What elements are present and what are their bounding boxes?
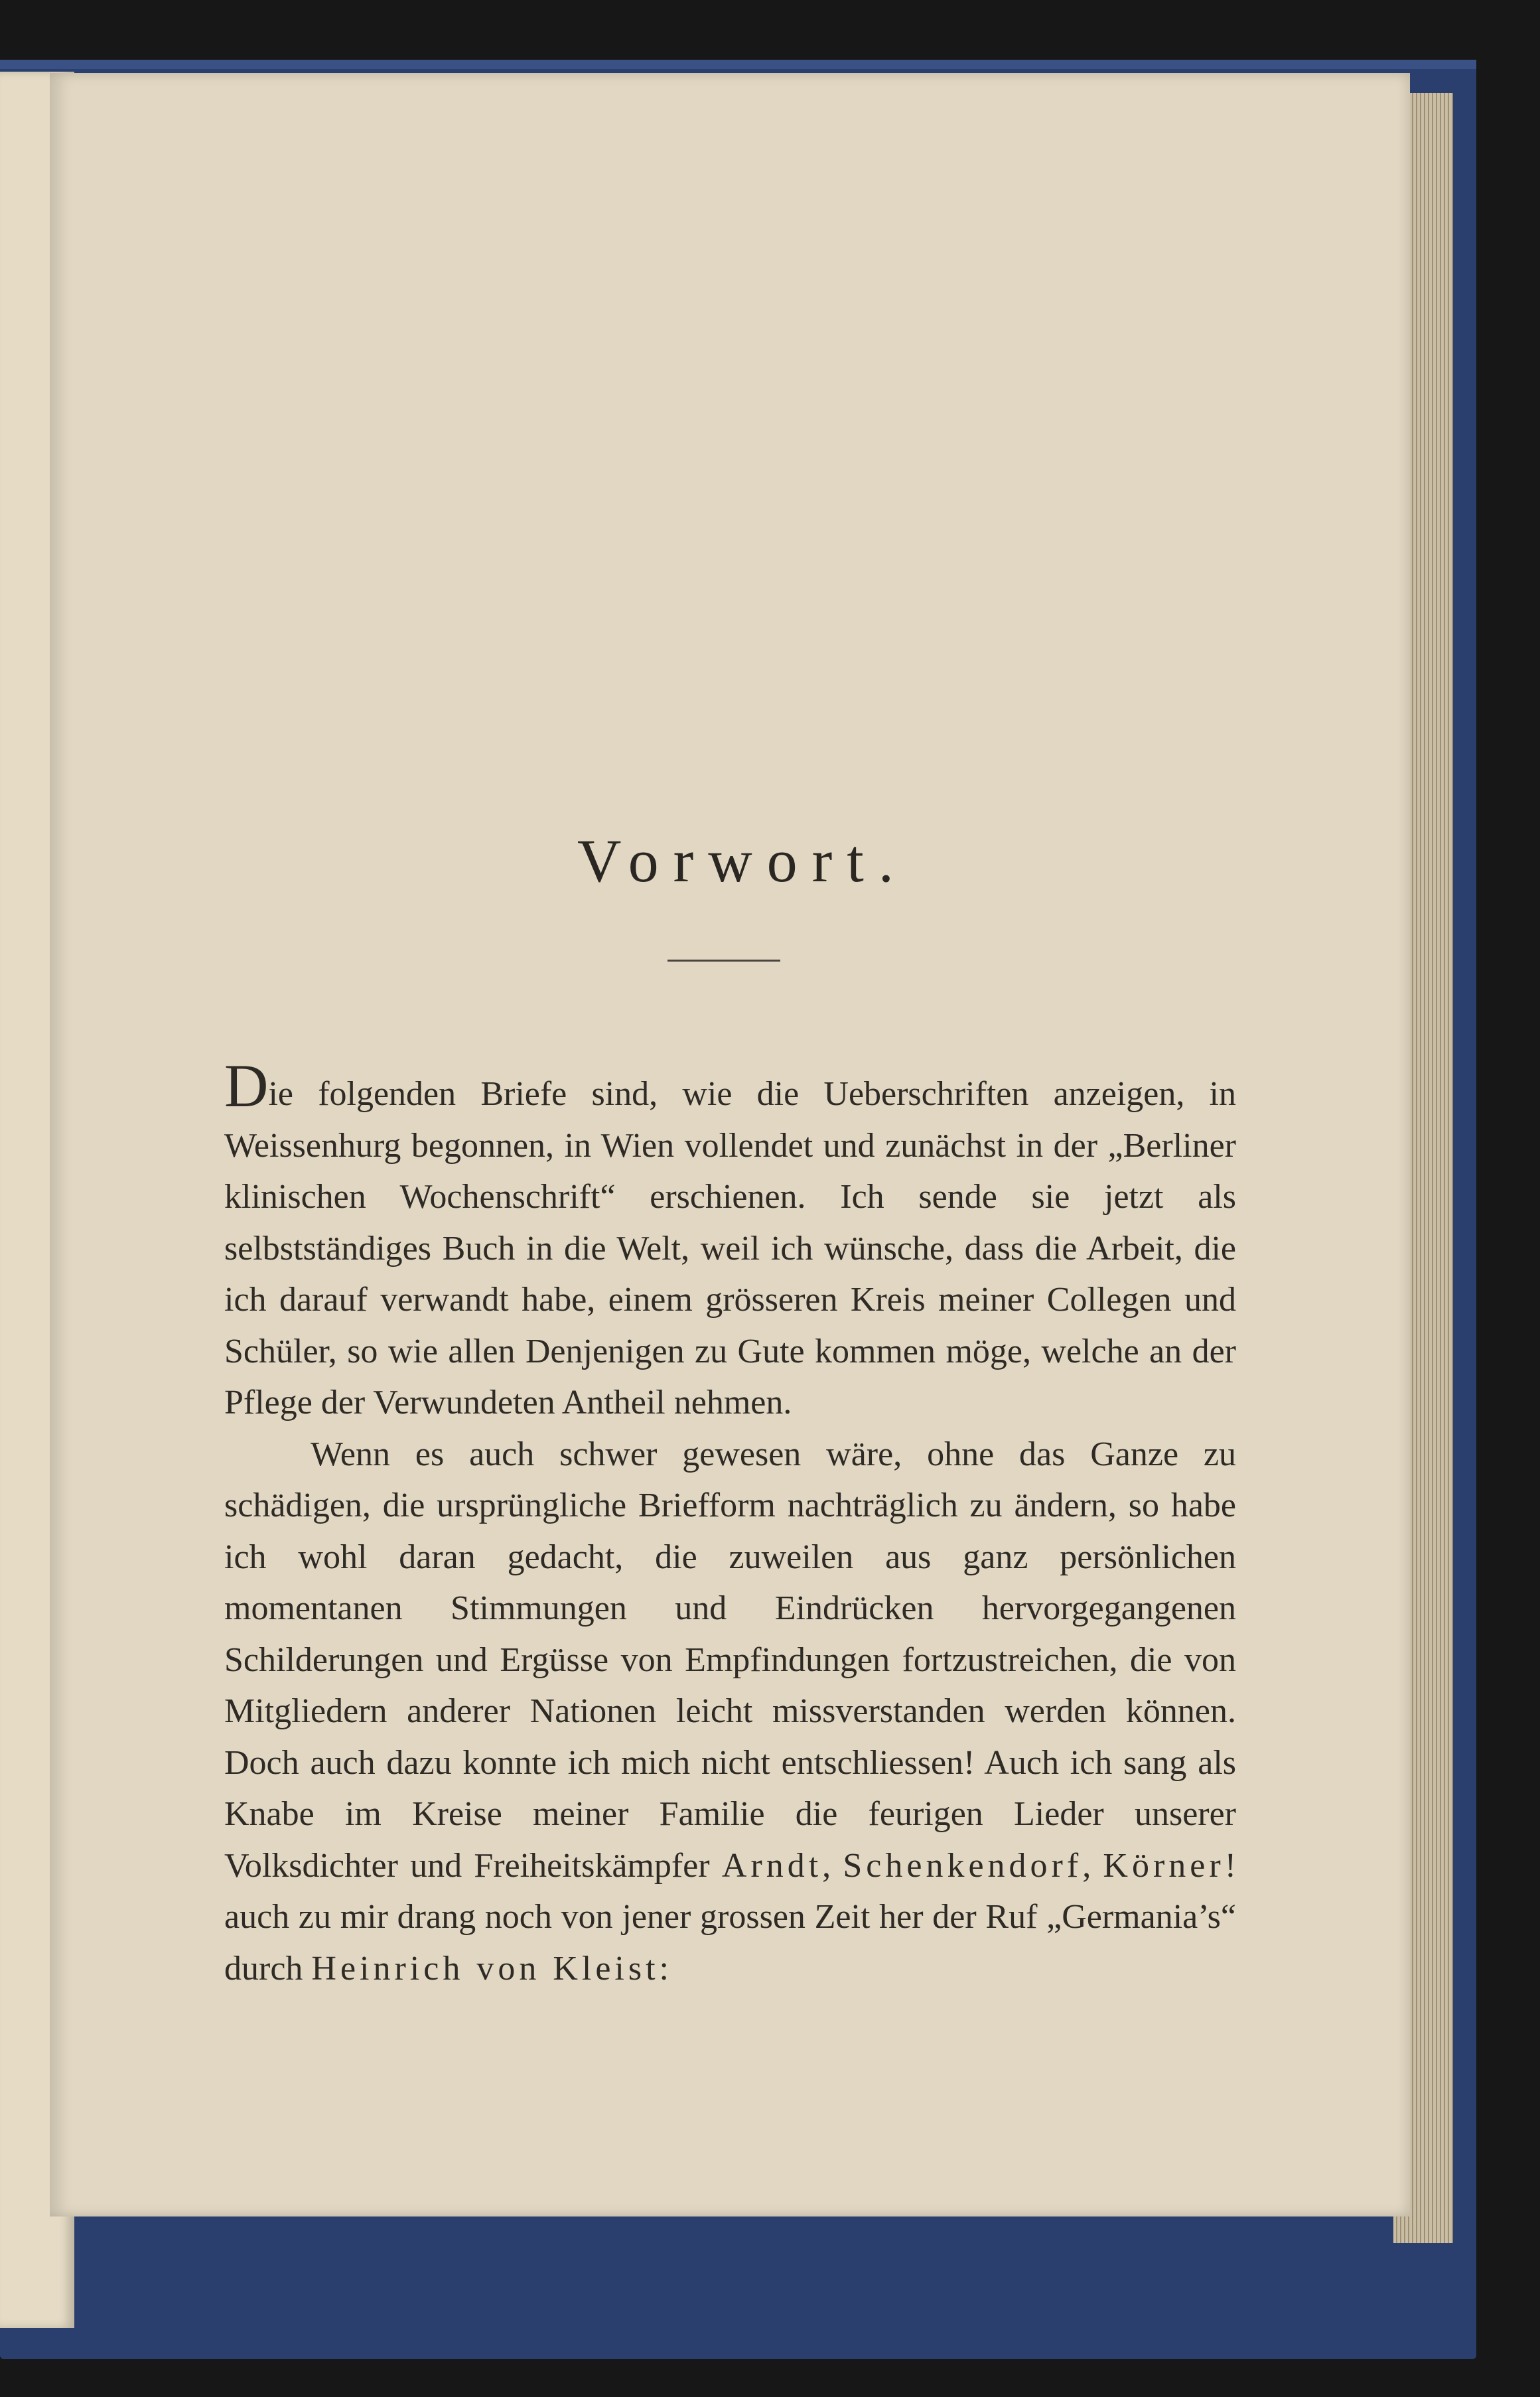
separator-1: , <box>822 1846 843 1885</box>
paragraph-2 <box>224 1429 1236 1995</box>
paragraph-1 <box>224 1052 1236 1429</box>
paragraph-2-text-c: : <box>659 1949 669 1988</box>
name-koerner: Körner <box>1103 1846 1225 1885</box>
paragraph-2-text-b: ! auch zu mir drang noch von jener grossen Zeit her der Ruf „Germania’s“ durch <box>224 1846 1237 1988</box>
name-arndt: Arndt <box>721 1846 823 1885</box>
separator-2: , <box>1082 1846 1103 1885</box>
drop-cap: D <box>224 1052 269 1120</box>
page-body <box>224 1052 1237 1994</box>
paragraph-2-text-a: Wenn es auch schwer gewesen wäre, ohne das Ganze zu schädigen, die ursprüngliche Briefform nachträglich zu ändern, so habe ich wohl daran gedacht, die zuweilen aus ganz persönlichen momentanen Stimmungen und Eindrücken hervorgegangenen Schilderungen und Ergüsse von Empfindungen fortzustreichen, die von Mitgliedern anderer Nationen leicht missverstanden werden können. Doch auch dazu konnte ich mich nicht entschliessen! Auch ich sang als Knabe im Kreise meiner Familie die feurigen Lieder unserer Volksdichter und Freiheitskämpfer <box>224 1435 1236 1885</box>
name-schenkendorf: Schenkendorf <box>843 1846 1083 1885</box>
name-kleist: Heinrich von Kleist <box>311 1949 660 1988</box>
cover-edge <box>0 60 1476 69</box>
paragraph-1-text: ie folgenden Briefe sind, wie die Ueberschriften anzeigen, in Weissenhurg begonnen, in Wien vollendet und zunächst in der „Berliner klinischen Wochenschrift“ erschienen. Ich sende sie jetzt als selbstständiges Buch in die Welt, weil ich wünsche, dass die Arbeit, die ich darauf verwandt habe, einem grösseren Kreis meiner Collegen und Schüler, so wie allen Denjenigen zu Gute kommen möge, welche an der Pflege der Verwundeten Antheil nehmen. <box>224 1075 1236 1421</box>
title-rule <box>667 960 780 962</box>
page-title: Vorwort. <box>577 827 908 895</box>
